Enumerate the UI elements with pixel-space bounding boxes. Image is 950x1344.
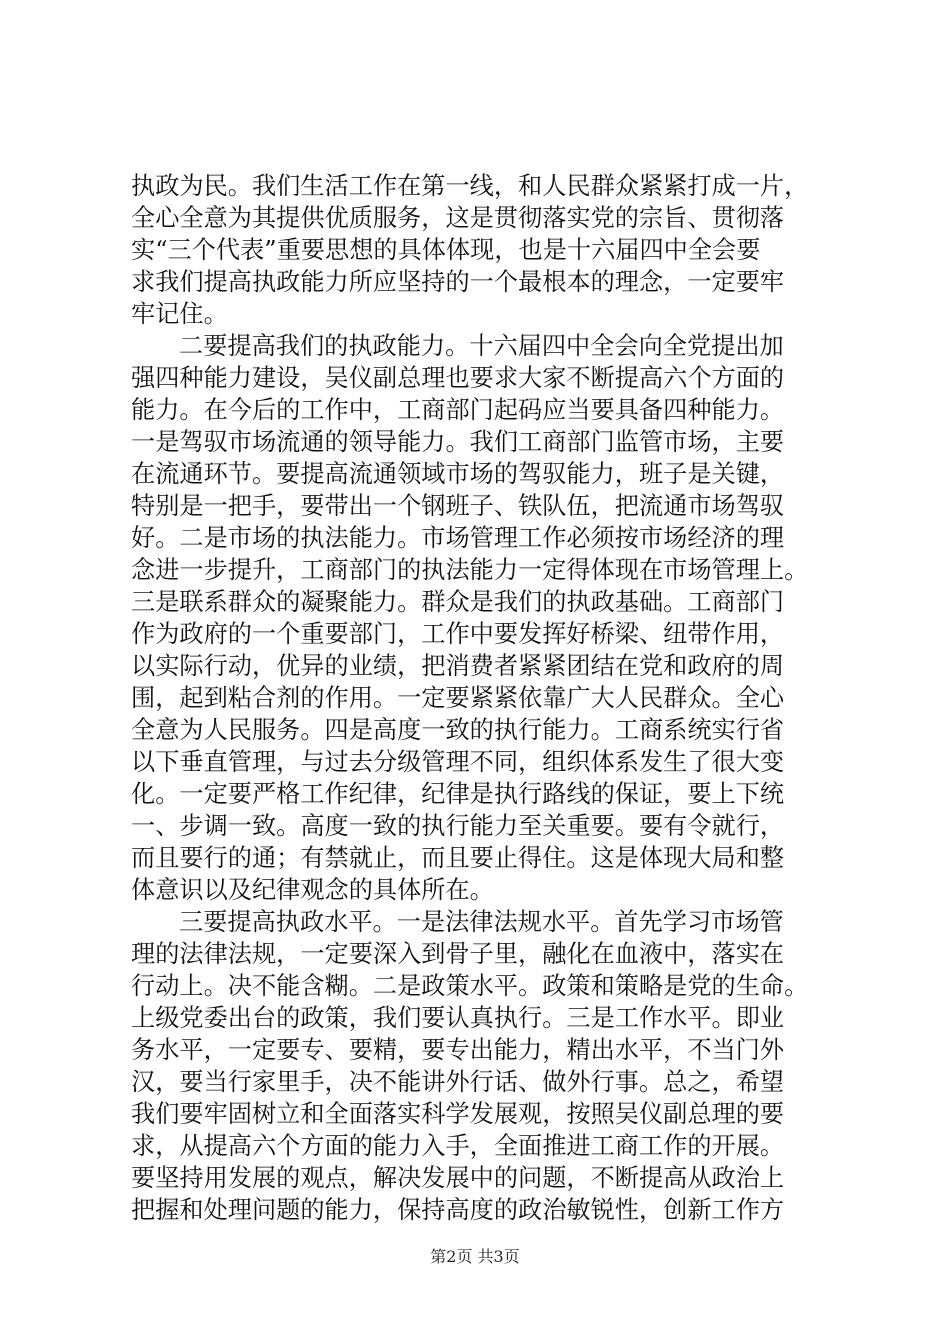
- text-line: 好。二是市场的执法能力。市场管理工作必须按市场经济的理: [131, 524, 785, 552]
- text-line: 全意为人民服务。四是高度一致的执行能力。工商系统实行省: [131, 716, 785, 744]
- text-line: 牢记住。: [131, 300, 228, 328]
- text-line: 一、步调一致。高度一致的执行能力至关重要。要有令就行，: [131, 812, 785, 840]
- text-line: 实“三个代表”重要思想的具体体现，也是十六届四中全会要: [131, 236, 761, 264]
- text-line: 要坚持用发展的观点，解决发展中的问题，不断提高从政治上: [131, 1164, 785, 1192]
- text-line: 特别是一把手，要带出一个钢班子、铁队伍，把流通市场驾驭: [131, 492, 785, 520]
- text-line: 以下垂直管理，与过去分级管理不同，组织体系发生了很大变: [131, 748, 785, 776]
- text-line: 全心全意为其提供优质服务，这是贯彻落实党的宗旨、贯彻落: [131, 204, 785, 232]
- text-line: 执政为民。我们生活工作在第一线，和人民群众紧紧打成一片，: [131, 172, 809, 200]
- paragraph-first-line: 二要提高我们的执政能力。十六届四中全会向全党提出加: [179, 332, 784, 360]
- text-line: 汉，要当行家里手，决不能讲外行话、做外行事。总之，希望: [131, 1068, 785, 1096]
- text-line: 三是联系群众的凝聚能力。群众是我们的执政基础。工商部门: [131, 588, 785, 616]
- text-line: 而且要行的通；有禁就止，而且要止得住。这是体现大局和整: [131, 844, 785, 872]
- text-line: 务水平，一定要专、要精，要专出能力，精出水平，不当门外: [131, 1036, 785, 1064]
- text-line: 围，起到粘合剂的作用。一定要紧紧依靠广大人民群众。全心: [131, 684, 785, 712]
- text-line: 能力。在今后的工作中，工商部门起码应当要具备四种能力。: [131, 396, 785, 424]
- document-body: [131, 170, 836, 1226]
- text-line: 理的法律法规，一定要深入到骨子里，融化在血液中，落实在: [131, 940, 785, 968]
- text-line: 上级党委出台的政策，我们要认真执行。三是工作水平。即业: [131, 1004, 785, 1032]
- text-line: 化。一定要严格工作纪律，纪律是执行路线的保证，要上下统: [131, 780, 785, 808]
- text-line: 在流通环节。要提高流通领域市场的驾驭能力，班子是关键，: [131, 460, 785, 488]
- text-line: 以实际行动，优异的业绩，把消费者紧紧团结在党和政府的周: [131, 652, 785, 680]
- text-line: 强四种能力建设，吴仪副总理也要求大家不断提高六个方面的: [131, 364, 785, 392]
- page-footer: 第2页 共3页: [430, 1247, 520, 1266]
- text-line: 体意识以及纪律观念的具体所在。: [131, 876, 494, 904]
- text-line: 求，从提高六个方面的能力入手，全面推进工商工作的开展。: [131, 1132, 785, 1160]
- text-line: 作为政府的一个重要部门，工作中要发挥好桥梁、纽带作用，: [131, 620, 785, 648]
- text-line: 求我们提高执政能力所应坚持的一个最根本的理念，一定要牢: [131, 268, 785, 296]
- text-line: 一是驾驭市场流通的领导能力。我们工商部门监管市场，主要: [131, 428, 785, 456]
- text-line: 念进一步提升，工商部门的执法能力一定得体现在市场管理上。: [131, 556, 809, 584]
- text-line: 行动上。决不能含糊。二是政策水平。政策和策略是党的生命。: [131, 972, 809, 1000]
- paragraph-first-line: 三要提高执政水平。一是法律法规水平。首先学习市场管: [179, 908, 784, 936]
- text-line: 把握和处理问题的能力，保持高度的政治敏锐性，创新工作方: [131, 1196, 785, 1224]
- text-line: 我们要牢固树立和全面落实科学发展观，按照吴仪副总理的要: [131, 1100, 785, 1128]
